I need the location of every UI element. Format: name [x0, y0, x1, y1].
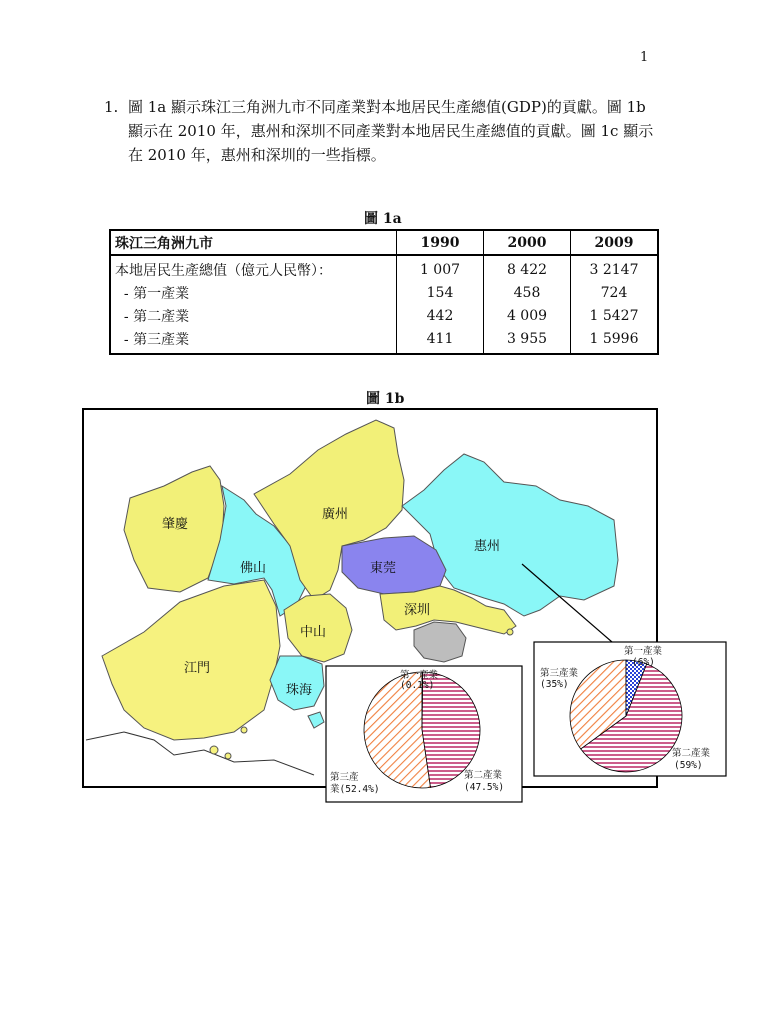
- sz-primary-label: 第一產業: [400, 670, 439, 681]
- label-guangzhou: 廣州: [322, 507, 349, 522]
- hz-primary-value: (6%): [632, 657, 655, 668]
- map-svg: [84, 410, 711, 795]
- table-row: [110, 281, 658, 304]
- table-row: [110, 304, 658, 327]
- table-cell: 1 007: [397, 255, 484, 281]
- table-header-row: [110, 230, 658, 255]
- label-zhongshan: 中山: [300, 625, 327, 640]
- table-cell: 8 422: [484, 255, 571, 281]
- sz-tertiary-label-1: 第三產: [330, 772, 359, 783]
- prd-map: [82, 408, 711, 795]
- label-zhuhai: 珠海: [286, 683, 313, 698]
- region-macau: [308, 712, 324, 728]
- hz-secondary-label: 第二產業: [672, 748, 711, 759]
- page-number: 1: [640, 50, 649, 65]
- sz-secondary-label: 第二產業: [464, 770, 503, 781]
- figure-1a-title: 圖 1a: [364, 211, 402, 227]
- shenzhen-pie-box: [326, 666, 522, 802]
- question-number: 1.: [104, 98, 119, 116]
- table-row-label: 本地居民生產總值（億元人民幣）：: [115, 262, 332, 279]
- gdp-table: [109, 229, 659, 355]
- table-cell: 3 2147: [571, 255, 659, 281]
- table-cell: 442: [397, 304, 484, 327]
- hz-primary-label: 第一產業: [624, 646, 663, 657]
- table-cell: 154: [397, 281, 484, 304]
- region-hongkong: [414, 622, 466, 662]
- table-row: [110, 327, 658, 354]
- label-huizhou: 惠州: [474, 539, 501, 554]
- island: [507, 629, 513, 635]
- table-cell: 1 5996: [571, 327, 659, 354]
- table-row-label: - 第一產業: [115, 285, 190, 302]
- island: [225, 753, 231, 759]
- hz-tertiary-value: (35%): [540, 679, 569, 690]
- island: [210, 746, 218, 754]
- table-header-region: 珠江三角洲九市: [110, 230, 397, 255]
- label-shenzhen: 深圳: [404, 603, 431, 618]
- label-foshan: 佛山: [240, 561, 267, 576]
- table-cell: 724: [571, 281, 659, 304]
- region-jiangmen: [102, 580, 280, 740]
- table-cell: 411: [397, 327, 484, 354]
- table-row-label: - 第二產業: [115, 308, 190, 325]
- table-row: [110, 255, 658, 281]
- label-zhaoqing: 肇慶: [162, 517, 189, 532]
- table-cell: 3 955: [484, 327, 571, 354]
- table-cell: 1 5427: [571, 304, 659, 327]
- hz-secondary-value: (59%): [674, 760, 703, 771]
- table-row-label: - 第三產業: [115, 331, 190, 348]
- sz-secondary-value: (47.5%): [464, 782, 505, 793]
- question-text: 圖 1a 顯示珠江三角洲九市不同產業對本地居民生產總值(GDP)的貢獻。圖 1b 顯示在 2010 年，惠州和深圳不同產業對本地居民生產總值的貢獻。圖 1c 顯示在 2010 年，惠州和深圳的一些指標。: [128, 98, 654, 164]
- table-header-year: 2009: [571, 230, 659, 255]
- figure-1b-title: 圖 1b: [366, 391, 405, 407]
- table-cell: 458: [484, 281, 571, 304]
- sz-tertiary-label-2: 業(52.4%): [330, 784, 380, 795]
- table-header-year: 2000: [484, 230, 571, 255]
- sz-primary-value: (0.1%): [400, 680, 435, 691]
- island: [241, 727, 247, 733]
- label-jiangmen: 江門: [184, 661, 211, 676]
- table-header-year: 1990: [397, 230, 484, 255]
- label-dongguan: 東莞: [370, 561, 397, 576]
- table-cell: 4 009: [484, 304, 571, 327]
- hz-tertiary-label: 第三產業: [540, 668, 579, 679]
- huizhou-pie-box: [534, 642, 726, 776]
